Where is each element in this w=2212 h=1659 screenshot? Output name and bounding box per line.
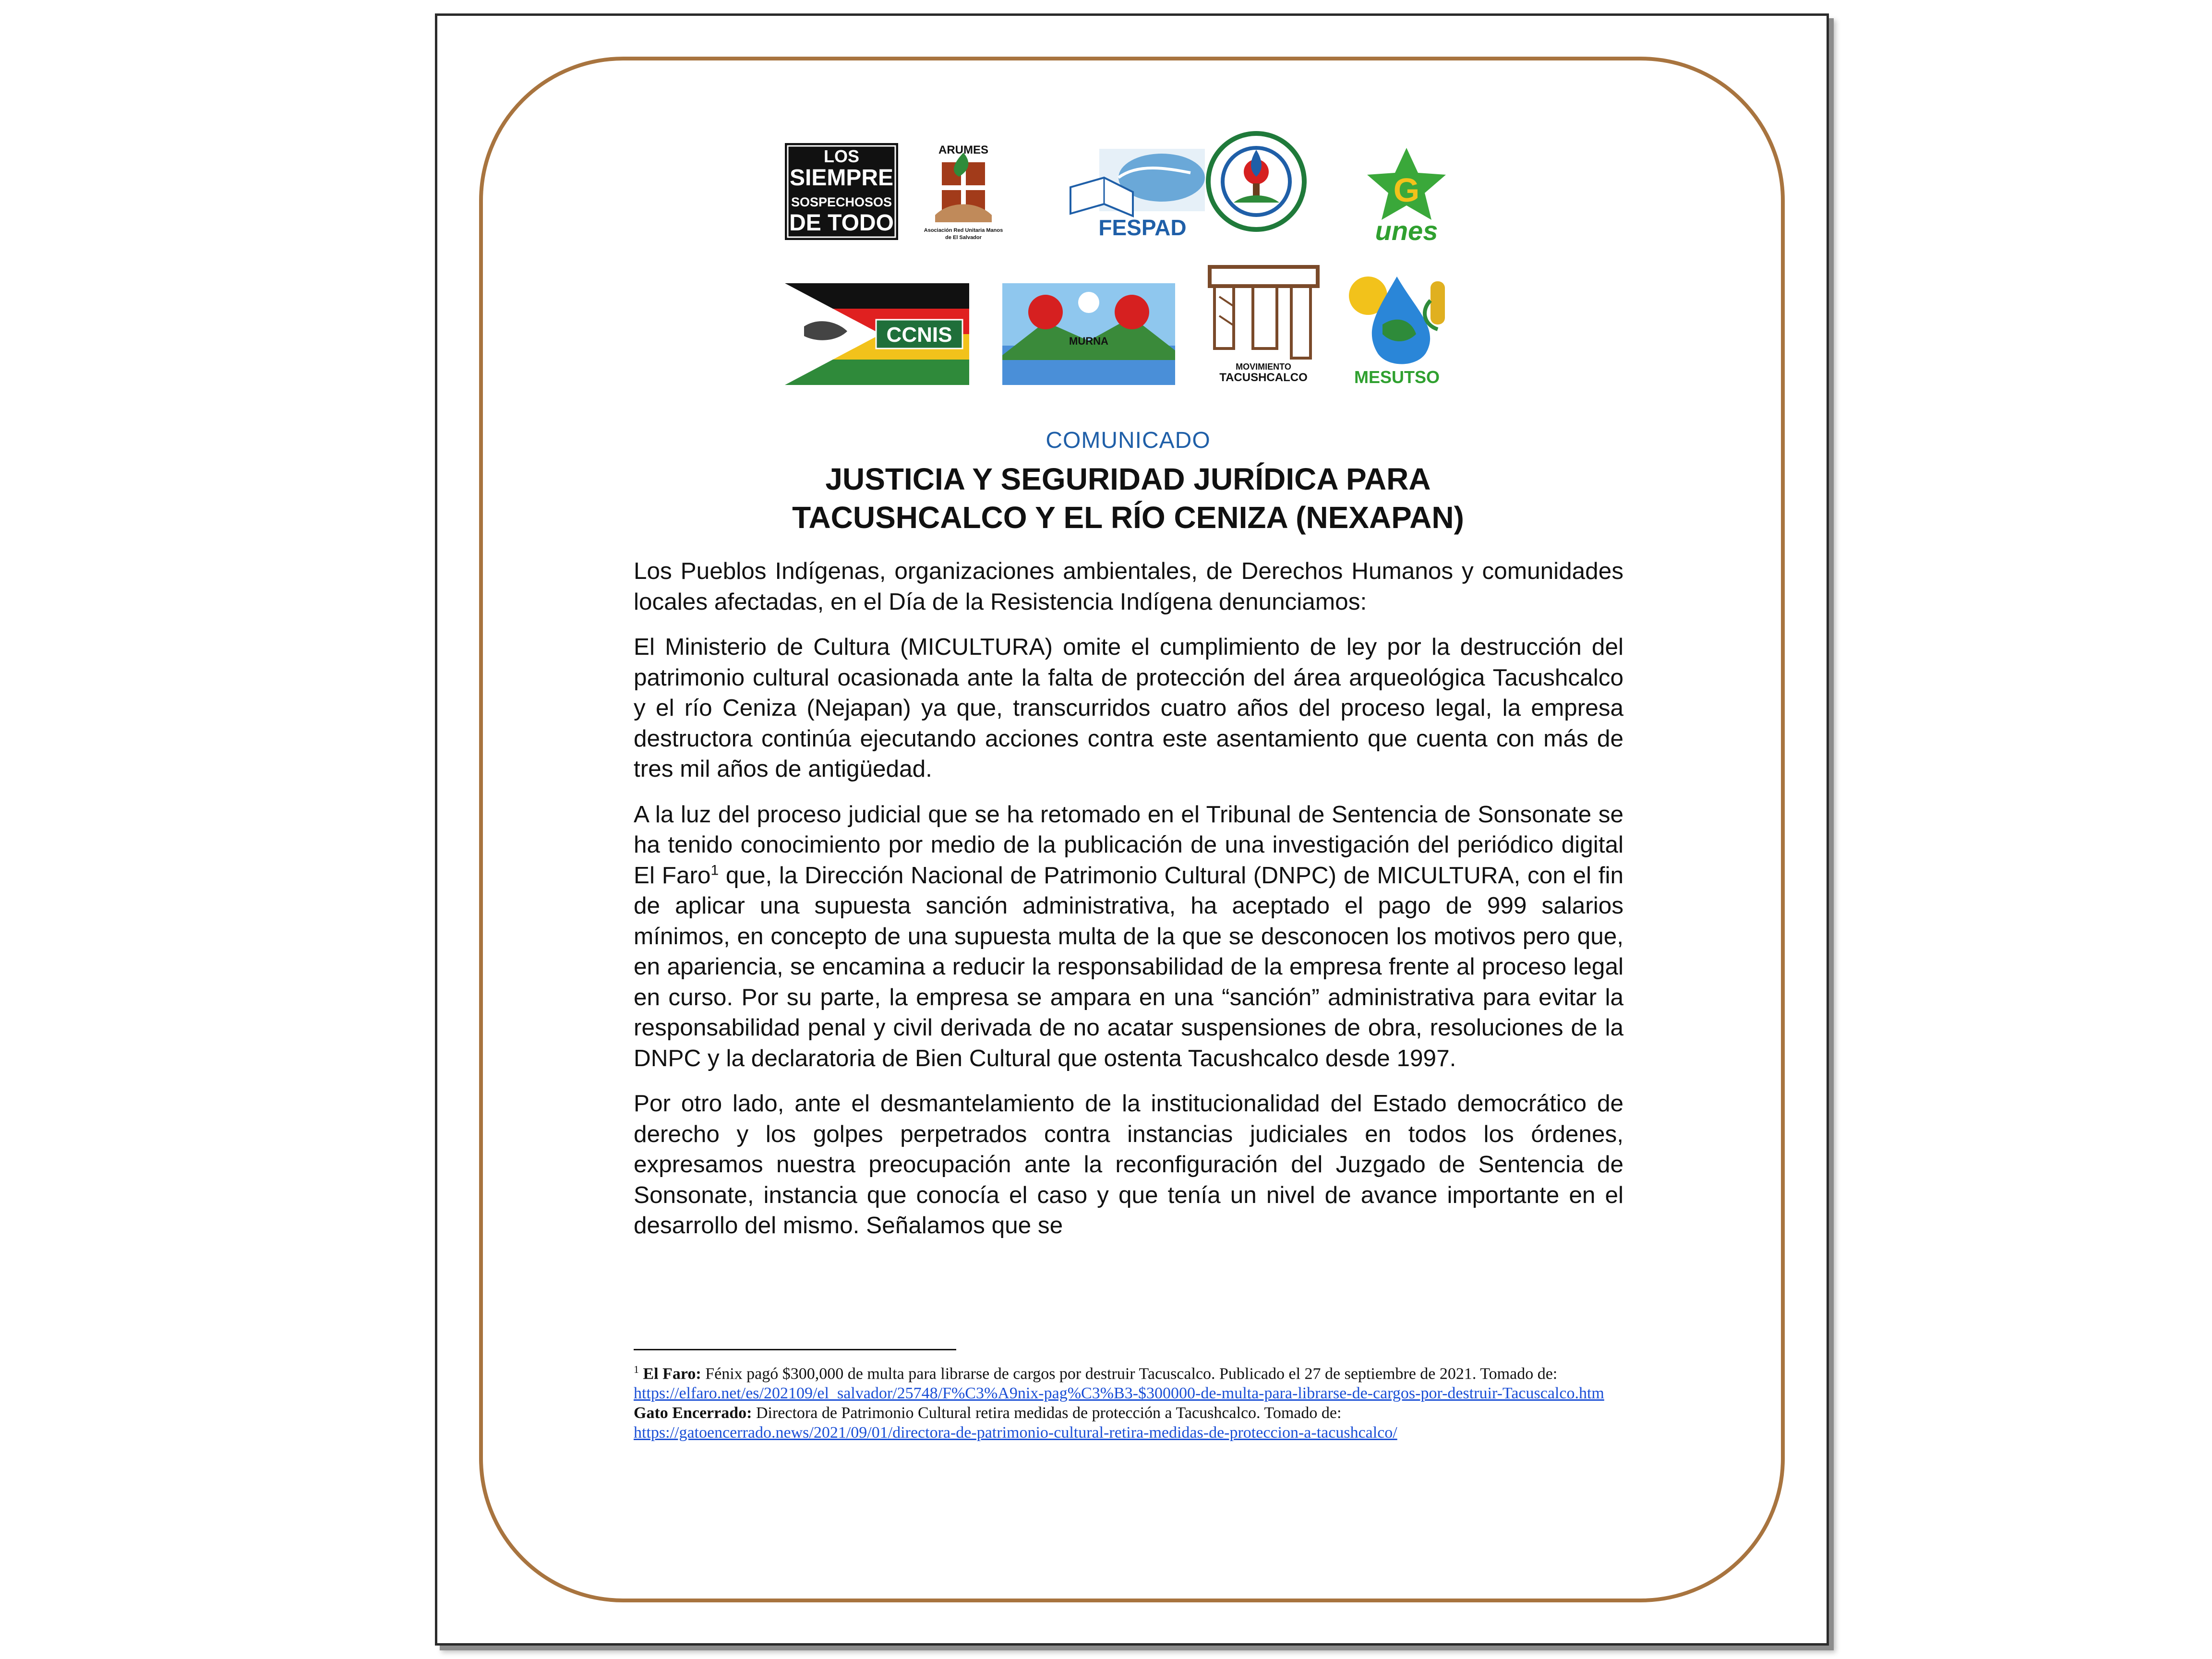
logo-unes bbox=[1358, 144, 1455, 245]
svg-text:G: G bbox=[1393, 171, 1420, 209]
paragraph-3-part-a: A la luz del proceso judicial que se ha retomado en el Tribunal de Sentencia de Sonsonate se ha tenido conocimiento por medio de la publicación de una investigación del periódico digital El Faro bbox=[634, 801, 1623, 889]
logo-comite-indigena bbox=[1205, 131, 1308, 232]
footnote-2-source: Gato Encerrado: bbox=[634, 1404, 752, 1422]
paragraph-3-part-b: que, la Dirección Nacional de Patrimonio Cultural (DNPC) de MICULTURA, con el fin de aplicar una supuesta sanción administrativa, ha aceptado el pago de 999 salarios mínimos, en concepto de una supuesta multa de la que se desconocen los motivos pero que, en apariencia, se encamina a reducir la responsabilidad de la empresa frente al proceso legal en curso. Por su parte, la empresa se ampara en una “sanción” administrativa para evitar la responsabilidad penal y civil derivada de no acatar suspensiones de obra, resoluciones de la DNPC y la declaratoria de Bien Cultural que ostenta Tacushcalco desde 1997. bbox=[634, 862, 1624, 1071]
logo-fespad bbox=[1061, 144, 1211, 240]
svg-text:LOS: LOS bbox=[823, 146, 860, 166]
logo-ccnis bbox=[785, 283, 969, 385]
footnote-1-link[interactable]: https://elfaro.net/es/202109/el_salvador/25748/F%C3%A9nix-pag%C3%B3-$300000-de-multa-para-librarse-de-cargos-por-destruir-Tacuscalco.htm bbox=[634, 1384, 1604, 1403]
paragraph-3 bbox=[634, 799, 1623, 1074]
svg-text:DE TODO: DE TODO bbox=[789, 210, 894, 236]
title-line-2: TACUSHCALCO Y EL RÍO CENIZA (NEXAPAN) bbox=[792, 500, 1464, 535]
logo-mesutso bbox=[1334, 267, 1459, 386]
svg-text:SOSPECHOSOS: SOSPECHOSOS bbox=[791, 195, 892, 209]
svg-text:CCNIS: CCNIS bbox=[886, 323, 952, 347]
logo-murna bbox=[1002, 283, 1175, 385]
svg-text:ARUMES: ARUMES bbox=[938, 144, 989, 156]
svg-text:de El Salvador: de El Salvador bbox=[945, 235, 982, 240]
svg-text:MESUTSO: MESUTSO bbox=[1354, 367, 1440, 386]
footnote-separator bbox=[634, 1349, 956, 1350]
svg-text:unes: unes bbox=[1375, 216, 1438, 245]
footnote-2-link[interactable]: https://gatoencerrado.news/2021/09/01/directora-de-patrimonio-cultural-retira-medidas-de-proteccion-a-tacushcalco/ bbox=[634, 1424, 1397, 1442]
footnote-number: 1 bbox=[634, 1363, 639, 1375]
logo-arumes bbox=[921, 143, 1006, 244]
footnote-1 bbox=[634, 1359, 1618, 1403]
footnote-2-text: Directora de Patrimonio Cultural retira medidas de protección a Tacushcalco. Tomado de: bbox=[752, 1404, 1342, 1422]
footnote-1-text: Fénix pagó $300,000 de multa para librarse de cargos por destruir Tacuscalco. Publicado el 27 de septiembre de 2021. Tomado de: bbox=[701, 1365, 1558, 1383]
svg-text:FESPAD: FESPAD bbox=[1098, 215, 1187, 240]
svg-text:MURNA: MURNA bbox=[1069, 335, 1108, 347]
svg-text:MOVIMIENTO: MOVIMIENTO bbox=[1236, 362, 1291, 372]
svg-text:Asociación Red Unitaria Manos: Asociación Red Unitaria Manos bbox=[924, 228, 1003, 233]
footnotes bbox=[634, 1359, 1618, 1443]
footnote-2 bbox=[634, 1403, 1618, 1443]
document-title bbox=[528, 460, 1728, 537]
logo-movimiento-tacushcalco bbox=[1205, 263, 1322, 384]
footnote-ref-1[interactable]: 1 bbox=[710, 862, 719, 878]
svg-text:SIEMPRE: SIEMPRE bbox=[789, 165, 894, 191]
body-text bbox=[634, 556, 1623, 1256]
svg-text:TACUSHCALCO: TACUSHCALCO bbox=[1219, 371, 1308, 384]
paragraph-1: Los Pueblos Indígenas, organizaciones ambientales, de Derechos Humanos y comunidades locales afectadas, en el Día de la Resistencia Indígena denunciamos: bbox=[634, 558, 1623, 615]
paragraph-2: El Ministerio de Cultura (MICULTURA) omite el cumplimiento de ley por la destrucción del patrimonio cultural ocasionada ante la falta de protección del área arqueológica Tacushcalco y el río Ceniza (Nejapan) ya que, transcurridos cuatro años del proceso legal, la empresa destructora continúa ejecutando acciones contra este asentamiento que cuenta con más de tres mil años de antigüedad. bbox=[634, 634, 1623, 782]
footnote-1-source: El Faro: bbox=[643, 1365, 701, 1383]
paragraph-4: Por otro lado, ante el desmantelamiento de la institucionalidad del Estado democrático de derecho y los golpes perpetrados contra instancias judiciales en todos los órdenes, expresamos nuestra preocupación ante la reconfiguración del Juzgado de Sentencia de Sonsonate, instancia que conocía el caso y que tenía un nivel de avance importante en el desarrollo del mismo. Señalamos que se bbox=[634, 1090, 1623, 1238]
title-line-1: JUSTICIA Y SEGURIDAD JURÍDICA PARA bbox=[825, 462, 1431, 496]
communique-label: COMUNICADO bbox=[1046, 428, 1211, 453]
logo-los-siempre-sospechosos bbox=[785, 143, 898, 240]
